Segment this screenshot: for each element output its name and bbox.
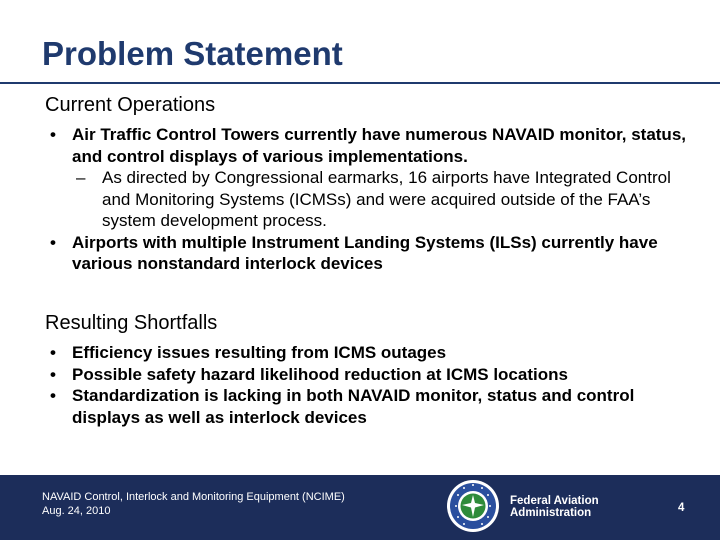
agency-name: [510, 495, 599, 519]
agency-name-line1: Federal Aviation: [510, 495, 599, 507]
sub-bullet-list: [72, 167, 688, 232]
footer-date: Aug. 24, 2010: [42, 505, 111, 517]
slide-footer: [0, 475, 720, 540]
slide-title: Problem Statement: [42, 35, 343, 72]
bullet-text: Airports with multiple Instrument Landing Systems (ILSs) currently have various nonstandard interlock devices: [72, 232, 658, 273]
section-heading-resulting-shortfalls: Resulting Shortfalls: [45, 312, 218, 334]
bullet-item: • Possible safety hazard likelihood reduction at ICMS locations: [48, 364, 688, 386]
page-number: 4: [678, 502, 685, 514]
title-divider: [0, 82, 720, 84]
bullet-list-current-operations: [48, 124, 688, 275]
section-heading-current-operations: Current Operations: [45, 94, 216, 116]
bullet-list-resulting-shortfalls: [48, 342, 688, 428]
bullet-item: [48, 124, 688, 232]
sub-bullet-item: – As directed by Congressional earmarks, 16 airports have Integrated Control and Monitoring Systems (ICMSs) and were acquired outside of the FAA’s system development process.: [72, 167, 688, 232]
bullet-text: Air Traffic Control Towers currently have numerous NAVAID monitor, status, and control displays of various implementations.: [72, 125, 686, 166]
bullet-item: • Standardization is lacking in both NAVAID monitor, status and control displays as well as interlock devices: [48, 385, 688, 428]
bullet-item: [48, 232, 688, 275]
faa-seal-icon: [446, 479, 500, 533]
agency-name-line2: Administration: [510, 507, 592, 519]
bullet-item: • Efficiency issues resulting from ICMS outages: [48, 342, 688, 364]
footer-presentation-info: [42, 490, 345, 518]
footer-presentation-title: NAVAID Control, Interlock and Monitoring Equipment (NCIME): [42, 491, 345, 503]
